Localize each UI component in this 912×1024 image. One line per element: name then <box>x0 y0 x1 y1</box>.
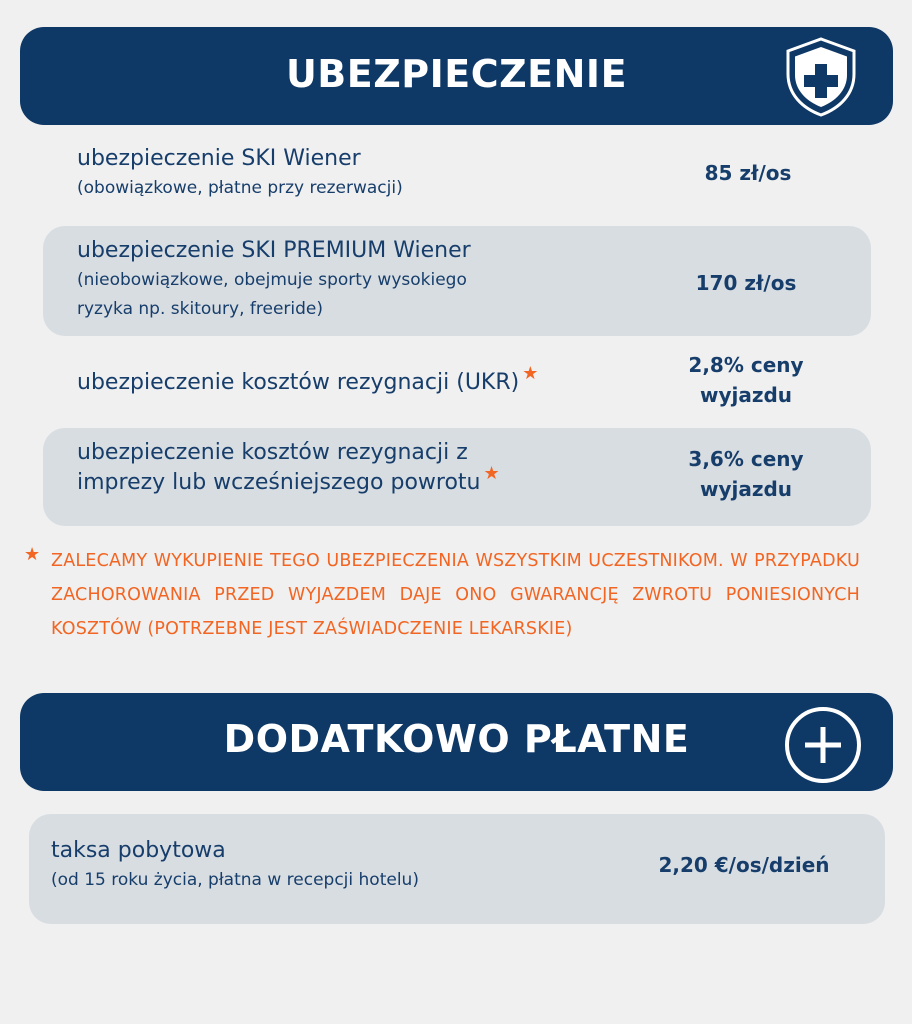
insurance-name: ubezpieczenie SKI PREMIUM Wiener (nieobowiązkowe, obejmuje sporty wysokiego ryzyka np. skitoury, freeride) <box>77 236 471 324</box>
extra-header <box>20 693 893 791</box>
insurance-price: 85 zł/os <box>704 161 792 185</box>
insurance-note-line: ryzyka np. skitoury, freeride) <box>77 299 324 319</box>
insurance-row-ski-wiener <box>43 136 871 218</box>
insurance-title: UBEZPIECZENIE <box>285 52 628 96</box>
insurance-price: 3,6% ceny wyjazdu <box>688 447 804 501</box>
insurance-name: ubezpieczenie kosztów rezygnacji z imprezy lub wcześniejszego powrotu ★ <box>77 440 500 495</box>
star-icon: ★ <box>483 463 500 484</box>
insurance-header <box>20 27 893 125</box>
insurance-price: 170 zł/os <box>695 271 797 295</box>
insurance-name: ubezpieczenie kosztów rezygnacji (UKR) ★ <box>77 363 539 395</box>
extra-name: taksa pobytowa (od 15 roku życia, płatna w recepcji hotelu) <box>51 836 419 895</box>
shield-cross-icon <box>784 36 858 118</box>
insurance-name: ubezpieczenie SKI Wiener (obowiązkowe, płatne przy rezerwacji) <box>77 144 403 203</box>
insurance-note-line: (nieobowiązkowe, obejmuje sporty wysokiego <box>77 270 467 290</box>
extra-price: 2,20 €/os/dzień <box>658 853 830 877</box>
insurance-row-ski-premium <box>43 226 871 336</box>
star-icon: ★ <box>24 544 41 564</box>
insurance-price: 2,8% ceny wyjazdu <box>688 353 804 407</box>
insurance-row-resignation <box>43 428 871 526</box>
insurance-note: (obowiązkowe, płatne przy rezerwacji) <box>77 178 403 198</box>
extra-note: (od 15 roku życia, płatna w recepcji hotelu) <box>51 870 419 890</box>
extra-row-tourist-tax <box>29 814 885 924</box>
recommendation-note <box>24 544 860 646</box>
insurance-row-ukr <box>43 340 871 424</box>
plus-circle-icon <box>784 706 862 784</box>
star-icon: ★ <box>522 363 539 384</box>
recommendation-text: ZALECAMY WYKUPIENIE TEGO UBEZPIECZENIA WSZYSTKIM UCZESTNIKOM. W PRZYPADKU ZACHOROWANIA PRZED WYJAZDEM DAJE ONO GWARANCJĘ ZWROTU PONIESIONYCH KOSZTÓW (POTRZEBNE JEST ZAŚWIADCZENIE LEKARSKIE) <box>51 551 860 639</box>
extra-title: DODATKOWO PŁATNE <box>223 717 690 761</box>
